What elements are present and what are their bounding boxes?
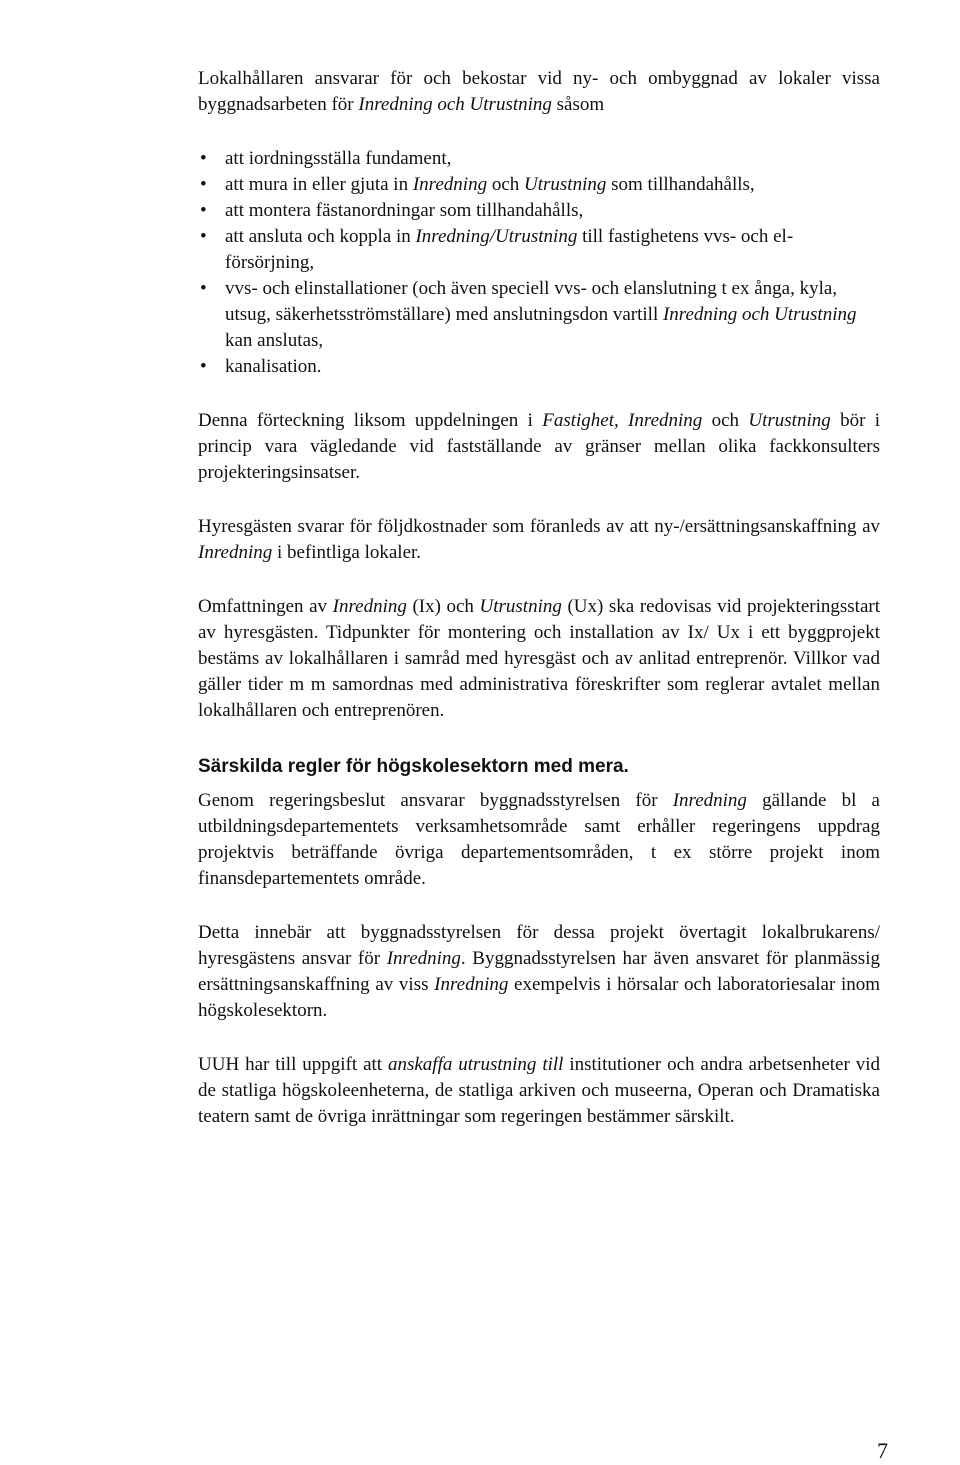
text-run: vvs- och elinstallationer (och även speciell vvs- och elanslutning t ex ånga, kyla, utsug, säkerhetsströmställare) med anslutningsdon vartill <box>225 278 838 325</box>
bullet-dot-icon: • <box>200 200 207 221</box>
bullet-dot-icon: • <box>200 356 207 377</box>
paragraph-hyresgasten <box>198 514 880 566</box>
italic-run: Inredning <box>386 948 461 969</box>
italic-run: Utrustning <box>479 596 562 617</box>
text-run: att iordningsställa fundament, <box>225 148 452 169</box>
bullet-item <box>198 172 880 198</box>
paragraph-detta <box>198 920 880 1024</box>
intro-paragraph <box>198 66 880 118</box>
bullet-item <box>198 276 880 354</box>
bullet-list <box>198 146 880 380</box>
bullet-dot-icon: • <box>200 174 207 195</box>
bullet-item <box>198 198 880 224</box>
text-run: att ansluta och koppla in <box>225 226 416 247</box>
text-run: Hyresgästen svarar för följdkostnader som föranleds av att ny-/ersättningsanskaffning av <box>198 516 880 537</box>
paragraph-omfattningen <box>198 594 880 724</box>
text-run: Denna förteckning liksom uppdelningen i <box>198 410 543 431</box>
text-run: kan anslutas, <box>225 330 324 351</box>
text-run: (Ix) och <box>406 596 480 617</box>
document-page <box>198 66 880 1158</box>
bullet-item <box>198 354 880 380</box>
bullet-text <box>225 226 793 273</box>
bullet-text <box>225 200 583 221</box>
text-run: . Byggnadsstyrelsen har även ansvaret för planmässig ersättningsanskaffning av viss <box>198 948 880 995</box>
text-run: som tillhandahålls, <box>606 174 755 195</box>
bullet-item <box>198 224 880 276</box>
bullet-dot-icon: • <box>200 226 207 247</box>
paragraph-genom <box>198 788 880 892</box>
text-run: (Ux) ska redovisas vid projekteringsstart av hyresgästen. Tidpunkter för montering och installation av Ix/ Ux i ett byggprojekt bestäms av lokalhållaren i samråd med hyresgäst och av anlitad entreprenör. Villkor vad gäller tider m m samordnas med administrativa föreskrifter som reglerar avtalet mellan lokalhållaren och entreprenören. <box>198 596 880 721</box>
text-run: Genom regeringsbeslut ansvarar byggnadsstyrelsen för <box>198 790 673 811</box>
text-run: att mura in eller gjuta in <box>225 174 413 195</box>
paragraph-uuh <box>198 1052 880 1130</box>
bullet-text <box>225 278 857 351</box>
text-run: och <box>487 174 525 195</box>
bullet-text <box>225 174 755 195</box>
text-run: Lokalhållaren ansvarar för och bekostar vid ny- och ombyggnad av lokaler vissa byggnadsarbeten för <box>198 68 880 115</box>
italic-run: Inredning och Utrustning <box>662 304 857 325</box>
italic-run: Utrustning <box>748 410 831 431</box>
text-run: gällande bl a utbildningsdepartementets verksamhetsområde samt erhåller regeringens uppdrag projektvis beträffande övriga departementsområden, t ex större projekt inom finansdepartementets område. <box>198 790 880 889</box>
italic-run: Inredning <box>412 174 488 195</box>
text-run: Omfattningen av <box>198 596 333 617</box>
text-run: bör i princip vara vägledande vid fastställande av gränser mellan olika fackkonsulters projekteringsinsatser. <box>198 410 881 483</box>
italic-run: Inredning och Utrustning <box>358 94 552 115</box>
text-run: exempelvis i hörsalar och laboratoriesalar inom högskolesektorn. <box>198 974 880 1021</box>
italic-run: Inredning <box>332 596 407 617</box>
italic-run: Utrustning <box>524 174 607 195</box>
paragraph-denna <box>198 408 880 486</box>
text-run: och <box>702 410 749 431</box>
bullet-text <box>225 356 322 377</box>
text-run: institutioner och andra arbetsenheter vid de statliga högskoleenheterna, de statliga arkiven och museerna, Operan och Dramatiska teatern samt de övriga inrättningar som regeringen bestämmer särskilt. <box>198 1054 880 1127</box>
section-heading: Särskilda regler för högskolesektorn med mera. <box>198 756 629 777</box>
bullet-dot-icon: • <box>200 278 207 299</box>
italic-run: Inredning/Utrustning <box>415 226 578 247</box>
text-run: kanalisation. <box>225 356 322 377</box>
italic-run: Inredning <box>434 974 509 995</box>
text-run: Detta innebär att byggnadsstyrelsen för dessa projekt övertagit lokalbrukarens/ hyresgästens ansvar för <box>198 922 880 969</box>
bullet-text <box>225 148 451 169</box>
text-run: såsom <box>551 94 605 115</box>
bullet-dot-icon: • <box>200 148 207 169</box>
italic-run: Inredning <box>672 790 747 811</box>
italic-run: Inredning <box>198 542 273 563</box>
page-number: 7 <box>877 1438 888 1463</box>
text-run: i befintliga lokaler. <box>272 542 422 563</box>
text-run: UUH har till uppgift att <box>198 1054 388 1075</box>
italic-run: Fastighet, Inredning <box>542 410 703 431</box>
text-run: till fastighetens vvs- och el-försörjning, <box>225 226 794 273</box>
text-run: att montera fästanordningar som tillhandahålls, <box>225 200 584 221</box>
bullet-item <box>198 146 880 172</box>
italic-run: anskaffa utrustning till <box>387 1054 564 1075</box>
